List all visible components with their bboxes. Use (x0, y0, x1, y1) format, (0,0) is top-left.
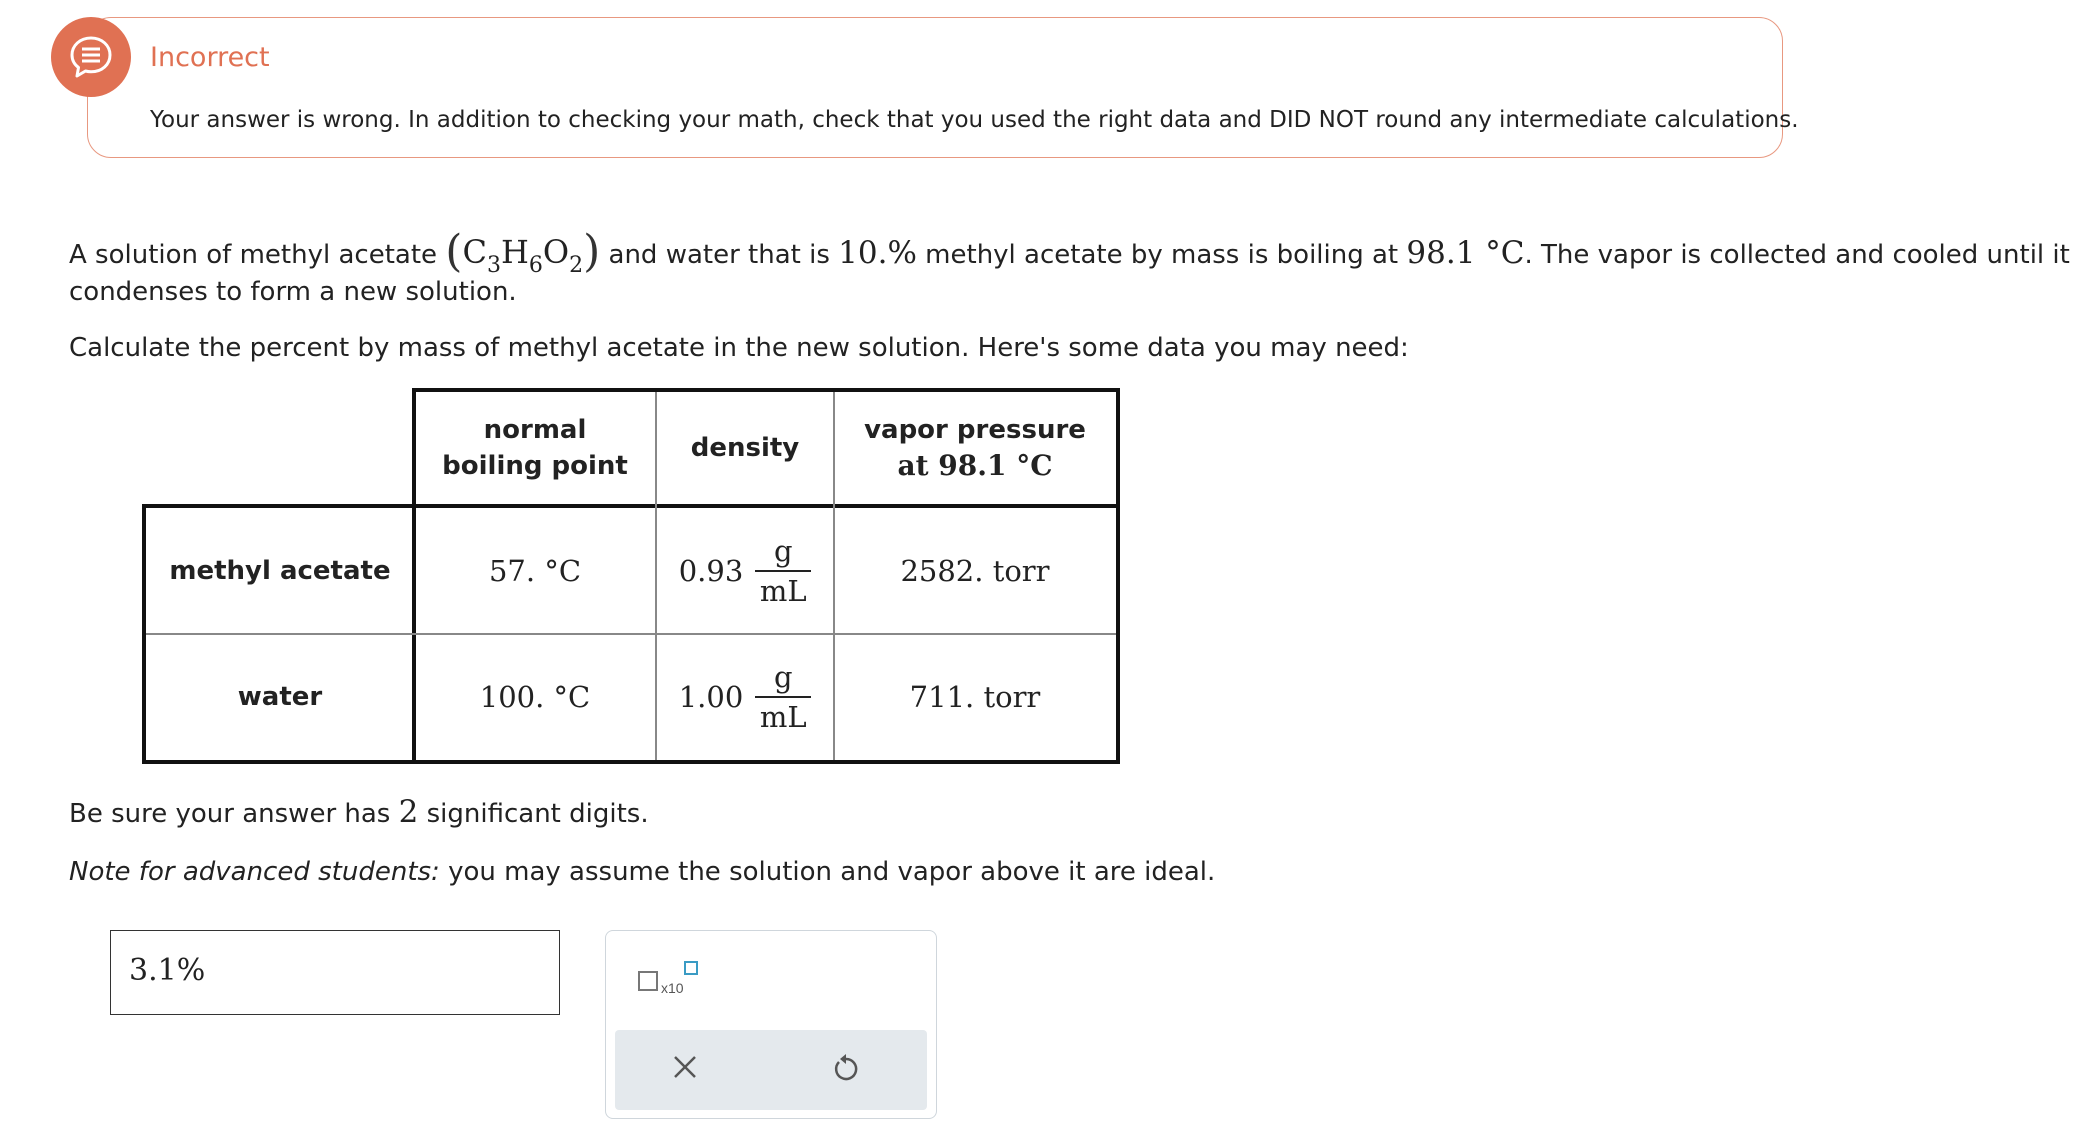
answer-value: 3.1% (129, 953, 206, 988)
table-border (412, 388, 1120, 392)
x10-label: x10 (661, 980, 684, 996)
table-divider (655, 392, 657, 760)
boiling-temperature: 98.1 °C (1406, 235, 1525, 271)
question-text: . The vapor is collected and cooled until it (1524, 240, 2070, 270)
table-border (412, 388, 416, 764)
table-cell-vapor-pressure: 711. torr (909, 680, 1041, 714)
table-cell-vapor-pressure: 2582. torr (900, 554, 1050, 588)
question-line-2: condenses to form a new solution. (69, 277, 517, 307)
math-toolbox (605, 930, 937, 1119)
undo-button[interactable] (831, 1052, 861, 1088)
answer-input[interactable] (110, 930, 560, 1015)
table-cell-bp: 57. °C (488, 554, 582, 588)
question-text: A solution of methyl acetate (69, 240, 438, 270)
question-text: and water that is (608, 240, 830, 270)
table-divider (833, 392, 835, 760)
table-divider (146, 633, 1116, 635)
mass-percent: 10.% (838, 235, 917, 271)
table-cell-bp: 100. °C (479, 680, 591, 714)
header-density: density (690, 433, 800, 463)
table-cell-density: 0.93 $\frac{g}{mL}$ (656, 508, 834, 634)
question-instruction: Calculate the percent by mass of methyl acetate in the new solution. Here's some data you may need: (69, 333, 1409, 363)
question-text: methyl acetate by mass is boiling at (925, 240, 1399, 270)
question-line-1 (69, 226, 2070, 278)
header-vapor-pressure: vapor pressure at 98.1 °C (864, 415, 1086, 482)
advanced-note: Note for advanced students: you may assume the solution and vapor above it are ideal. (69, 857, 1216, 887)
table-border (142, 504, 1120, 508)
table-cell-density: 1.00 $\frac{g}{mL}$ (656, 634, 834, 760)
row-label-methyl-acetate: methyl acetate (169, 556, 391, 586)
chemical-formula: $(C_3H_6O_2)$ (445, 226, 601, 278)
feedback-message: Your answer is wrong. In addition to checking your math, check that you used the right data and DID NOT round any intermediate calculations. (150, 107, 1799, 133)
close-icon (671, 1053, 699, 1081)
scientific-notation-button[interactable] (634, 959, 704, 999)
header-boiling-point: normal boiling point (442, 415, 628, 481)
table-border (142, 760, 1120, 764)
clear-button[interactable] (671, 1050, 699, 1090)
feedback-status: Incorrect (150, 42, 270, 73)
exponent-box-icon (684, 961, 698, 975)
toolbox-action-bar (615, 1030, 927, 1110)
speech-bubble-icon (51, 17, 131, 97)
feedback-banner (87, 17, 1783, 158)
table-border (1116, 388, 1120, 764)
undo-icon (831, 1052, 861, 1084)
row-label-water: water (237, 682, 323, 712)
sig-figs-note: Be sure your answer has 2 significant digits. (69, 794, 649, 830)
placeholder-box-icon (638, 971, 658, 991)
